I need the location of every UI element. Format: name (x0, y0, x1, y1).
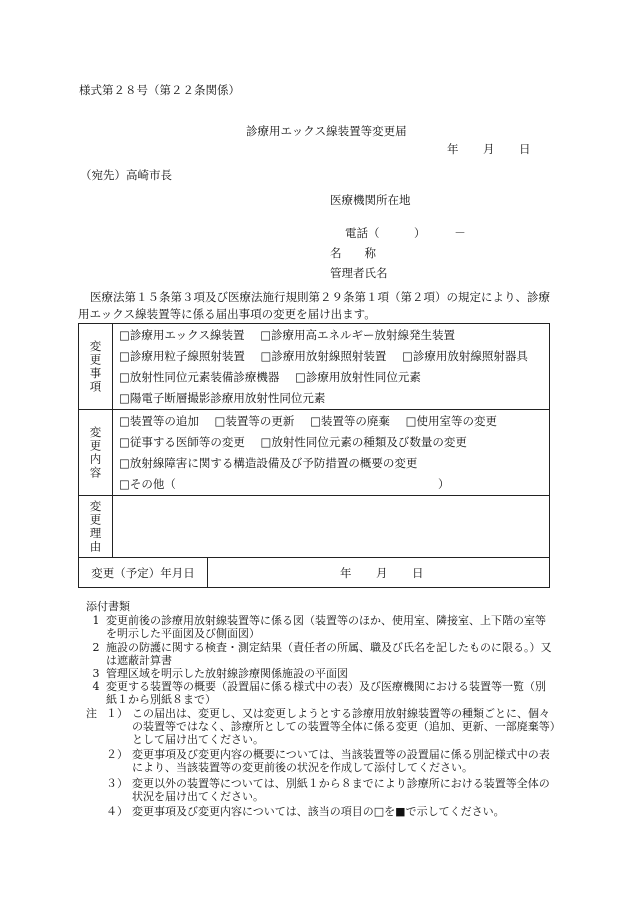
change-items-cell (113, 324, 550, 410)
note-text: この届出は、変更し、又は変更しようとする診療用放射線装置等の種類ごとに、個々の装置等ではなく、診療所としての装置等全体に係る変更（追加、更新、一部廃棄等）として届け出てください。 (132, 706, 556, 747)
document-title: 診療用エックス線装置等変更届 (246, 124, 407, 138)
name-label: 名 称 (330, 246, 376, 260)
change-content-header-cell (79, 410, 113, 496)
intro-text: 医療法第１５条第３項及び医療法施行規則第２９条第１項（第２項）の規定により、診療用エックス線装置等に係る届出事項の変更を届け出ます。 (78, 290, 550, 321)
change-reason-row (79, 496, 550, 558)
change-items-line (113, 346, 549, 367)
addressee: （宛先）高崎市長 (80, 168, 172, 182)
attachment-text: 施設の防護に関する検査・測定結果（責任者の所属、職及び氏名を記したものに限る。）又は遮蔽計算書 (106, 640, 552, 667)
form-number: 様式第２８号（第２２条関係） (79, 83, 240, 97)
attachment-text: 変更前後の診療用放射線装置等に係る図（装置等のほか、使用室、隣接室、上下階の室等を明示した平面図及び側面図） (106, 614, 546, 641)
change-date-header: 変更（予定）年月日 (91, 565, 195, 580)
change-content-line (113, 474, 549, 495)
attachment-number: 1 (92, 614, 100, 628)
change-date-row (79, 558, 550, 588)
change-reason-input[interactable] (113, 496, 550, 558)
date-month-label: 月 (483, 142, 495, 156)
change-content-line (113, 453, 549, 474)
checkbox-change-radioisotope[interactable]: □放射性同位元素の種類及び数量の変更 (260, 435, 467, 449)
note-number: ４） (106, 805, 128, 819)
note-number: ２） (106, 748, 128, 762)
attachments-and-notes (86, 600, 556, 820)
change-items-line (113, 388, 549, 409)
attachment-text: 変更する装置等の概要（設置届に係る様式中の表）及び医療機関における装置等一覧（別紙１から別紙８まで） (106, 680, 546, 707)
change-date-day: 日 (412, 566, 424, 580)
note-text: 変更事項及び変更内容の概要については、当該装置等の設置届に係る別記様式中の表により、当該装置等の変更前後の状況を作成して添付してください。 (132, 748, 550, 775)
change-reason-header: 変更理由 (88, 499, 103, 554)
attachments-title: 添付書類 (86, 600, 130, 613)
attachment-item (86, 667, 556, 680)
date-day-label: 日 (519, 142, 531, 156)
checkbox-radiation-irradiation-device[interactable]: □診療用放射線照射装置 (260, 349, 387, 363)
attachment-number: 2 (92, 640, 100, 654)
notes-lead: 注 (86, 706, 97, 720)
change-content-cell (113, 410, 550, 496)
checkbox-radioisotope-equipped-device[interactable]: □放射性同位元素装備診療機器 (119, 370, 280, 384)
checkbox-change-room[interactable]: □使用室等の変更 (405, 414, 497, 428)
date-year-label: 年 (447, 142, 459, 156)
attachment-item (86, 614, 556, 640)
change-content-line (113, 432, 549, 453)
change-date-month: 月 (376, 566, 388, 580)
change-reason-header-cell (79, 496, 113, 558)
checkbox-update-device[interactable]: □装置等の更新 (214, 414, 295, 428)
change-items-line (113, 367, 549, 388)
attachment-text: 管理区域を明示した放射線診療関係施設の平面図 (106, 667, 348, 681)
attachment-number: 3 (92, 667, 100, 681)
note-item (86, 777, 556, 803)
checkbox-dispose-device[interactable]: □装置等の廃棄 (310, 414, 390, 428)
change-form-table (78, 323, 550, 588)
checkbox-pet-radioisotope[interactable]: □陽電子断層撮影診療用放射性同位元素 (119, 391, 326, 405)
note-item (86, 805, 556, 818)
change-items-header: 変更事項 (88, 339, 103, 394)
checkbox-high-energy-device[interactable]: □診療用高エネルギー放射線発生装置 (260, 328, 456, 342)
checkbox-particle-beam-device[interactable]: □診療用粒子線照射装置 (119, 349, 245, 363)
attachment-item (86, 641, 556, 667)
note-number: １） (106, 706, 128, 720)
checkbox-change-staff[interactable]: □従事する医師等の変更 (119, 435, 245, 449)
change-date-year: 年 (340, 566, 352, 580)
phone-label: 電話（ ） － (345, 226, 466, 240)
change-items-header-cell (79, 324, 113, 410)
other-close-paren: ） (438, 477, 450, 491)
checkbox-xray-device[interactable]: □診療用エックス線装置 (119, 328, 245, 342)
change-date-header-cell (79, 558, 208, 588)
change-items-line (113, 325, 549, 346)
attachment-item (86, 680, 556, 706)
change-items-row (79, 324, 550, 410)
checkbox-radioisotope[interactable]: □診療用放射性同位元素 (295, 370, 421, 384)
manager-label: 管理者氏名 (330, 266, 388, 280)
checkbox-radiation-irradiation-instrument[interactable]: □診療用放射線照射器具 (402, 349, 528, 363)
checkbox-change-protection[interactable]: □放射線障害に関する構造設備及び予防措置の概要の変更 (119, 456, 418, 470)
change-content-header: 変更内容 (88, 425, 103, 480)
change-content-line (113, 411, 549, 432)
note-item (86, 707, 556, 747)
change-content-row (79, 410, 550, 496)
checkbox-other[interactable]: □その他（ (119, 477, 176, 491)
checkbox-add-device[interactable]: □装置等の追加 (119, 414, 199, 428)
note-text: 変更事項及び変更内容については、該当の項目の□を■で示してください。 (132, 805, 505, 819)
attachment-number: 4 (92, 680, 100, 694)
note-text: 変更以外の装置等については、別紙１から８までにより診療所における装置等全体の状況を届け出てください。 (132, 776, 550, 803)
note-number: ３） (106, 776, 128, 790)
note-item (86, 748, 556, 774)
address-label: 医療機関所在地 (330, 193, 411, 207)
change-date-input[interactable] (208, 558, 550, 588)
